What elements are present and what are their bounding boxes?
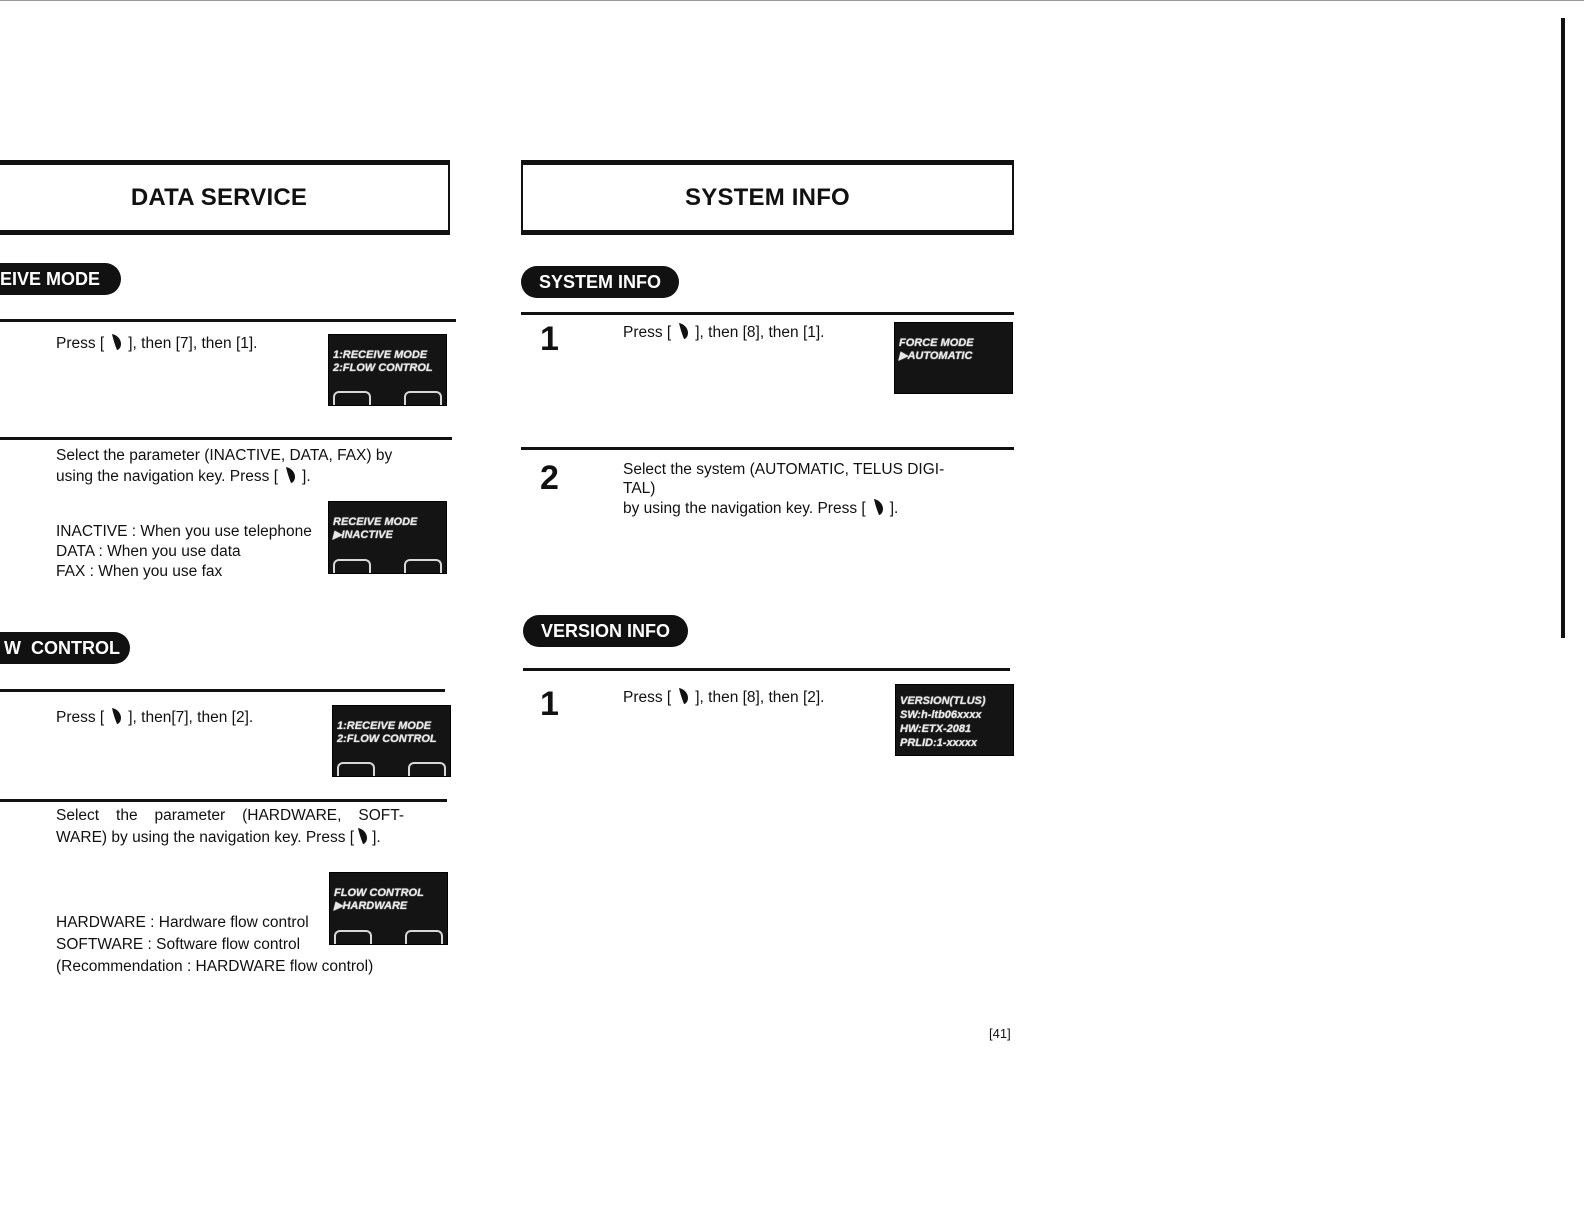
system-info-pill bbox=[521, 266, 679, 298]
menu-key-icon bbox=[110, 707, 122, 725]
system-info-header bbox=[521, 160, 1014, 235]
lcd-line: ▶INACTIVE bbox=[333, 529, 393, 541]
flow-control-options: HARDWARE : Hardware flow control SOFTWARE : Software flow control (Recommendation : HARDWARE flow control) bbox=[56, 914, 374, 975]
receive-mode-step1-lcd bbox=[328, 334, 447, 406]
menu-key-icon bbox=[677, 322, 689, 340]
flow-control-pill bbox=[0, 632, 130, 664]
page-number: [41] bbox=[989, 1026, 1011, 1041]
system-info-step1-lcd bbox=[894, 322, 1013, 394]
flow-control-step1-lcd bbox=[332, 705, 451, 777]
system-info-step1-text: Press [ ], then [8], then [1]. bbox=[623, 324, 825, 341]
lcd-line: ▶AUTOMATIC bbox=[899, 350, 973, 362]
lcd-right-softkey bbox=[408, 762, 446, 776]
lcd-right-softkey bbox=[405, 930, 443, 944]
menu-key-icon bbox=[284, 466, 296, 484]
lcd-line: 2:FLOW CONTROL bbox=[337, 733, 437, 745]
version-info-step1-rule bbox=[523, 668, 1010, 671]
lcd-line: HW:ETX-2081 bbox=[900, 723, 972, 735]
flow-control-step1-text: Press [ ], then[7], then [2]. bbox=[56, 709, 254, 726]
receive-mode-step1-text: Press [ ], then [7], then [1]. bbox=[56, 335, 258, 352]
menu-key-icon bbox=[110, 333, 122, 351]
menu-key-icon bbox=[356, 827, 368, 845]
version-info-step1-text: Press [ ], then [8], then [2]. bbox=[623, 689, 825, 706]
receive-mode-step2-text: Select the parameter (INACTIVE, DATA, FAX) by using the navigation key. Press [ ]. bbox=[56, 447, 393, 485]
system-info-pill-label: SYSTEM INFO bbox=[539, 272, 662, 292]
lcd-left-softkey bbox=[333, 559, 371, 573]
system-info-step1-number: 1 bbox=[540, 320, 559, 358]
receive-mode-step1-rule bbox=[0, 319, 456, 322]
lcd-line: 2:FLOW CONTROL bbox=[333, 362, 433, 374]
lcd-line: VERSION(TLUS) bbox=[900, 695, 986, 707]
binding-edge-bar bbox=[1561, 18, 1565, 638]
version-info-step1-lcd bbox=[895, 684, 1014, 756]
menu-key-icon bbox=[677, 687, 689, 705]
system-info-step2-text: Select the system (AUTOMATIC, TELUS DIGI- TAL) by using the navigation key. Press [ ]. bbox=[623, 461, 945, 517]
lcd-left-softkey bbox=[337, 762, 375, 776]
receive-mode-pill bbox=[0, 263, 121, 295]
flow-control-step2-text: Select the parameter (HARDWARE, SOFT- WARE) by using the navigation key. Press [ ]. bbox=[56, 807, 404, 846]
system-info-title: SYSTEM INFO bbox=[685, 183, 850, 211]
data-service-header bbox=[0, 160, 450, 235]
lcd-line: 1:RECEIVE MODE bbox=[333, 349, 428, 361]
version-info-step1-number: 1 bbox=[540, 685, 559, 723]
flow-control-step1-rule bbox=[0, 689, 445, 692]
page-top-rule bbox=[0, 0, 1584, 1]
receive-mode-options: INACTIVE : When you use telephone DATA : When you use data FAX : When you use fax bbox=[56, 523, 312, 580]
receive-mode-step2-rule bbox=[0, 437, 452, 440]
flow-control-step2-rule bbox=[0, 799, 447, 802]
lcd-line: 1:RECEIVE MODE bbox=[337, 720, 432, 732]
flow-control-pill-label: W CONTROL bbox=[4, 638, 120, 658]
lcd-right-softkey bbox=[404, 391, 442, 405]
lcd-line: FLOW CONTROL bbox=[334, 887, 424, 899]
version-info-pill bbox=[523, 615, 688, 647]
system-info-step1-rule bbox=[521, 312, 1014, 315]
data-service-title: DATA SERVICE bbox=[130, 183, 308, 211]
lcd-right-softkey bbox=[404, 559, 442, 573]
lcd-line: RECEIVE MODE bbox=[333, 516, 418, 528]
lcd-left-softkey bbox=[333, 391, 371, 405]
receive-mode-step2-lcd bbox=[328, 501, 447, 574]
lcd-line: FORCE MODE bbox=[899, 337, 974, 349]
lcd-line: ▶HARDWARE bbox=[334, 900, 408, 912]
system-info-step2-rule bbox=[521, 447, 1014, 450]
system-info-step2-number: 2 bbox=[540, 459, 559, 497]
receive-mode-pill-label: EIVE MODE bbox=[0, 269, 101, 289]
lcd-line: PRLID:1-xxxxx bbox=[900, 737, 978, 749]
version-info-pill-label: VERSION INFO bbox=[541, 621, 671, 641]
menu-key-icon bbox=[872, 498, 884, 516]
lcd-line: SW:h-ltb06xxxx bbox=[900, 709, 982, 721]
